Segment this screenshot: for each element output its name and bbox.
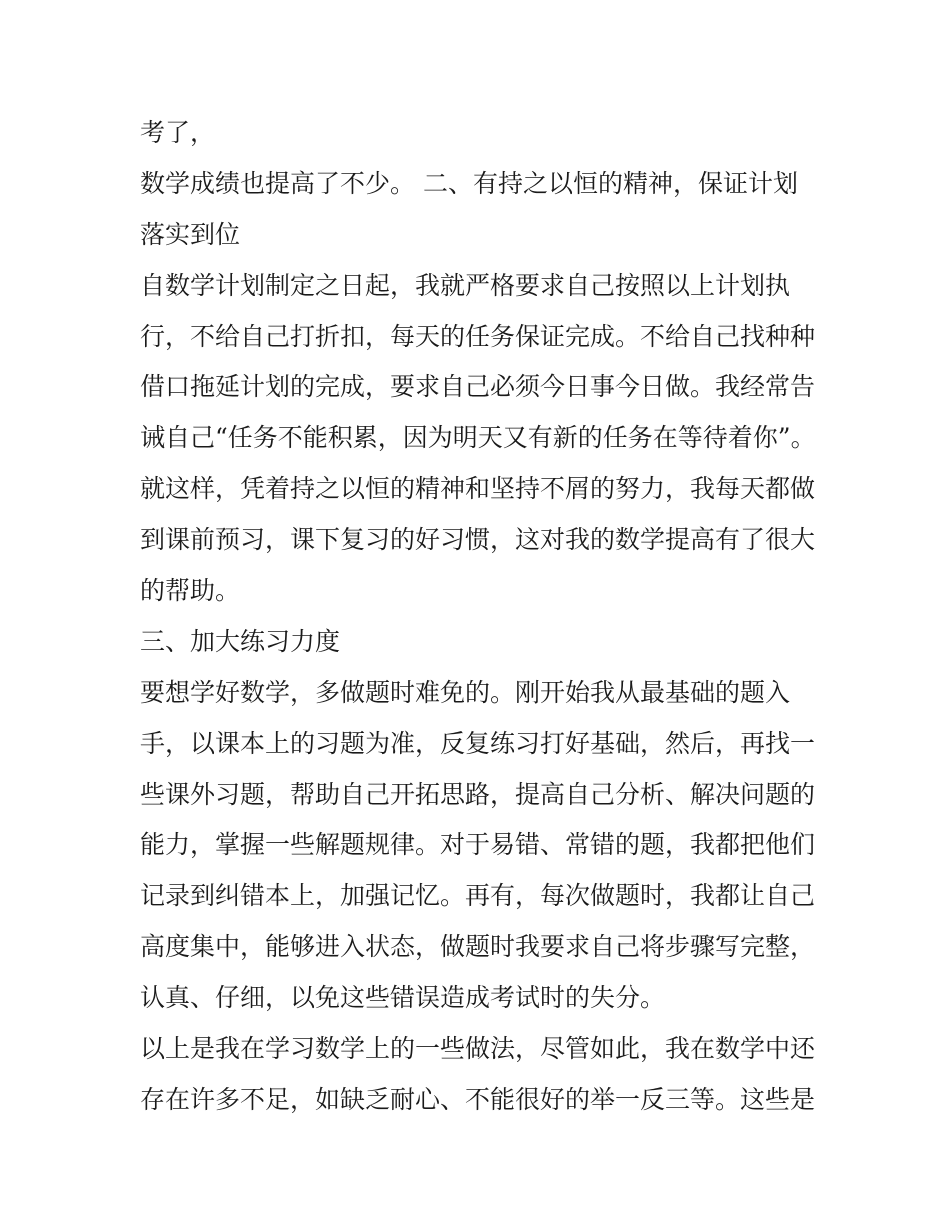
text-line: 手，以课本上的习题为准，反复练习打好基础，然后，再找一	[140, 728, 816, 758]
section-heading: 三、加大练习力度	[140, 626, 341, 656]
text-line: 认真、仔细，以免这些错误造成考试时的失分。	[140, 983, 666, 1013]
text-line: 自数学计划制定之日起，我就严格要求自己按照以上计划执	[140, 270, 791, 300]
text-line: 些课外习题，帮助自己开拓思路，提高自己分析、解决问题的	[140, 779, 816, 809]
text-line: 数学成绩也提高了不少。 二、有持之以恒的精神，保证计划	[140, 168, 798, 198]
text-line: 就这样，凭着持之以恒的精神和坚持不屑的努力，我每天都做	[140, 474, 816, 504]
body-text	[140, 108, 820, 1126]
text-line: 落实到位	[140, 219, 241, 249]
text-line: 能力，掌握一些解题规律。对于易错、常错的题，我都把他们	[140, 830, 816, 860]
text-line: 到课前预习，课下复习的好习惯，这对我的数学提高有了很大	[140, 525, 816, 555]
text-line: 记录到纠错本上，加强记忆。再有，每次做题时，我都让自己	[140, 881, 816, 911]
text-line: 借口拖延计划的完成，要求自己必须今日事今日做。我经常告	[140, 372, 816, 402]
text-line: 要想学好数学，多做题时难免的。刚开始我从最基础的题入	[140, 677, 791, 707]
text-line: 考了，	[140, 118, 216, 147]
text-line: 诫自己“任务不能积累，因为明天又有新的任务在等待着你”。	[140, 423, 816, 453]
text-line: 的帮助。	[140, 576, 241, 606]
text-line: 高度集中，能够进入状态，做题时我要求自己将步骤写完整，	[140, 932, 816, 962]
text-line: 行，不给自己打折扣，每天的任务保证完成。不给自己找种种	[140, 321, 816, 351]
text-line: 以上是我在学习数学上的一些做法，尽管如此，我在数学中还	[140, 1034, 816, 1064]
text-line: 存在许多不足，如缺乏耐心、不能很好的举一反三等。这些是	[140, 1084, 816, 1114]
